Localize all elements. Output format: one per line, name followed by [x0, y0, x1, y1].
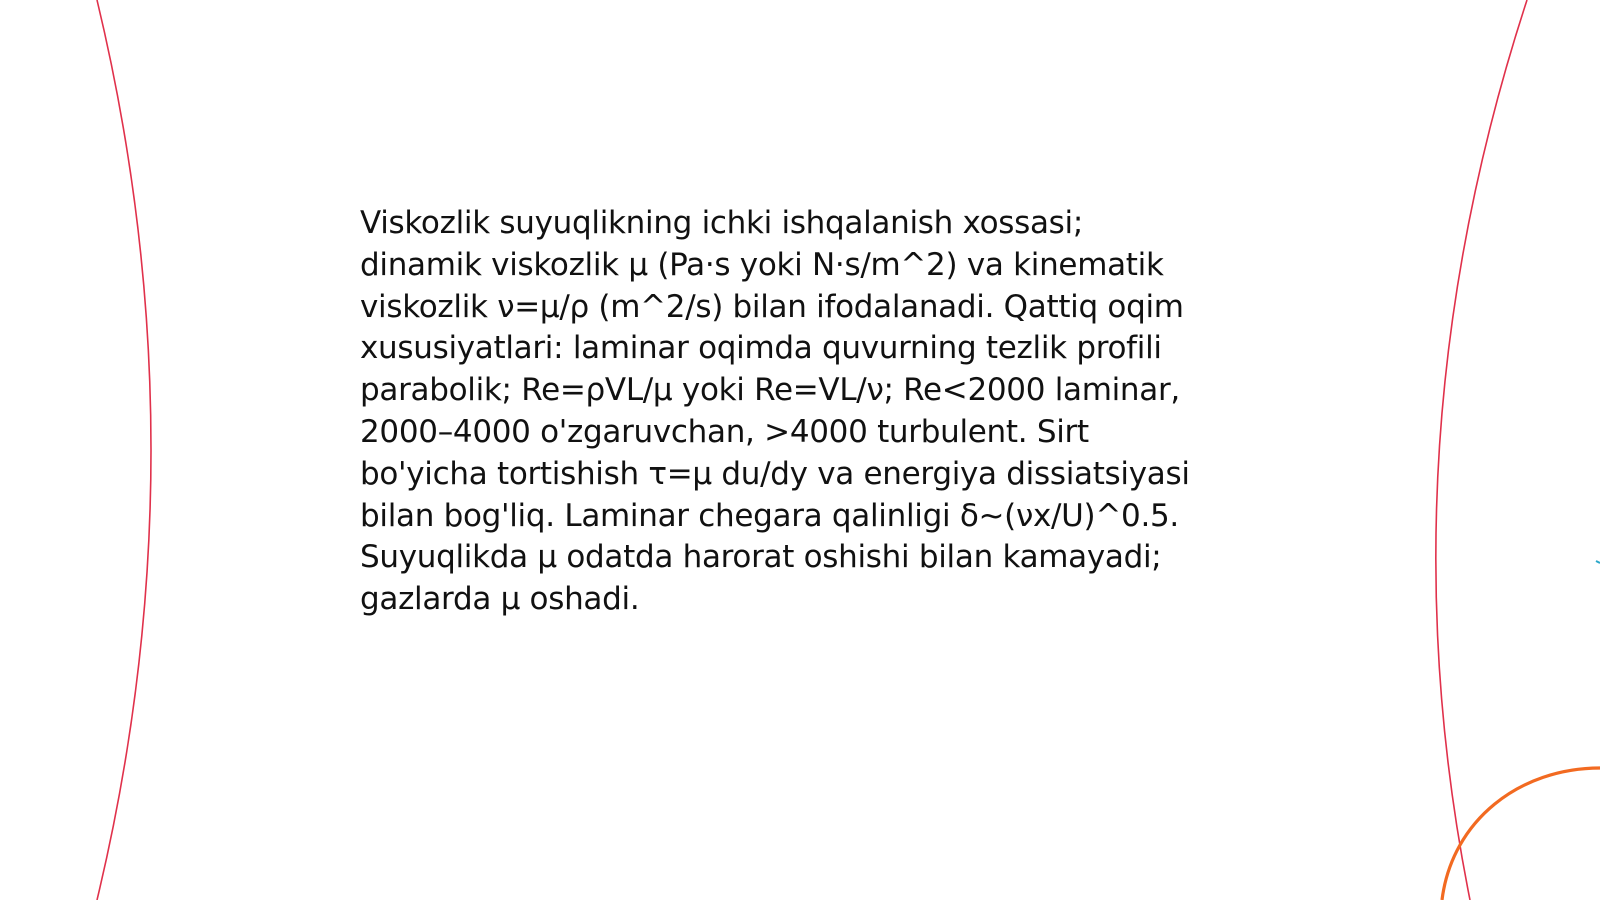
- left-accent-curve: [97, 0, 151, 900]
- blue-accent-tick: [1596, 561, 1600, 563]
- orange-accent-arc: [1442, 768, 1600, 900]
- right-accent-curve: [1436, 0, 1527, 900]
- slide-body-text: Viskozlik suyuqlikning ichki ishqalanish xossasi; dinamik viskozlik μ (Pa·s yoki N·s/m^2) va kinematik viskozlik ν=μ/ρ (m^2/s) bilan ifodalanadi. Qattiq oqim xususiyatlari: laminar oqimda quvurning tezlik profili parabolik; Re=ρVL/μ yoki Re=VL/ν; Re<2000 laminar, 2000–4000 o'zgaruvchan, >4000 turbulent. Sirt bo'yicha tortishish τ=μ du/dy va energiya dissiatsiyasi bilan bog'liq. Laminar chegara qalinligi δ~(νx/U)^0.5. Suyuqlikda μ odatda harorat oshishi bilan kamayadi; gazlarda μ oshadi.: [360, 205, 1190, 618]
